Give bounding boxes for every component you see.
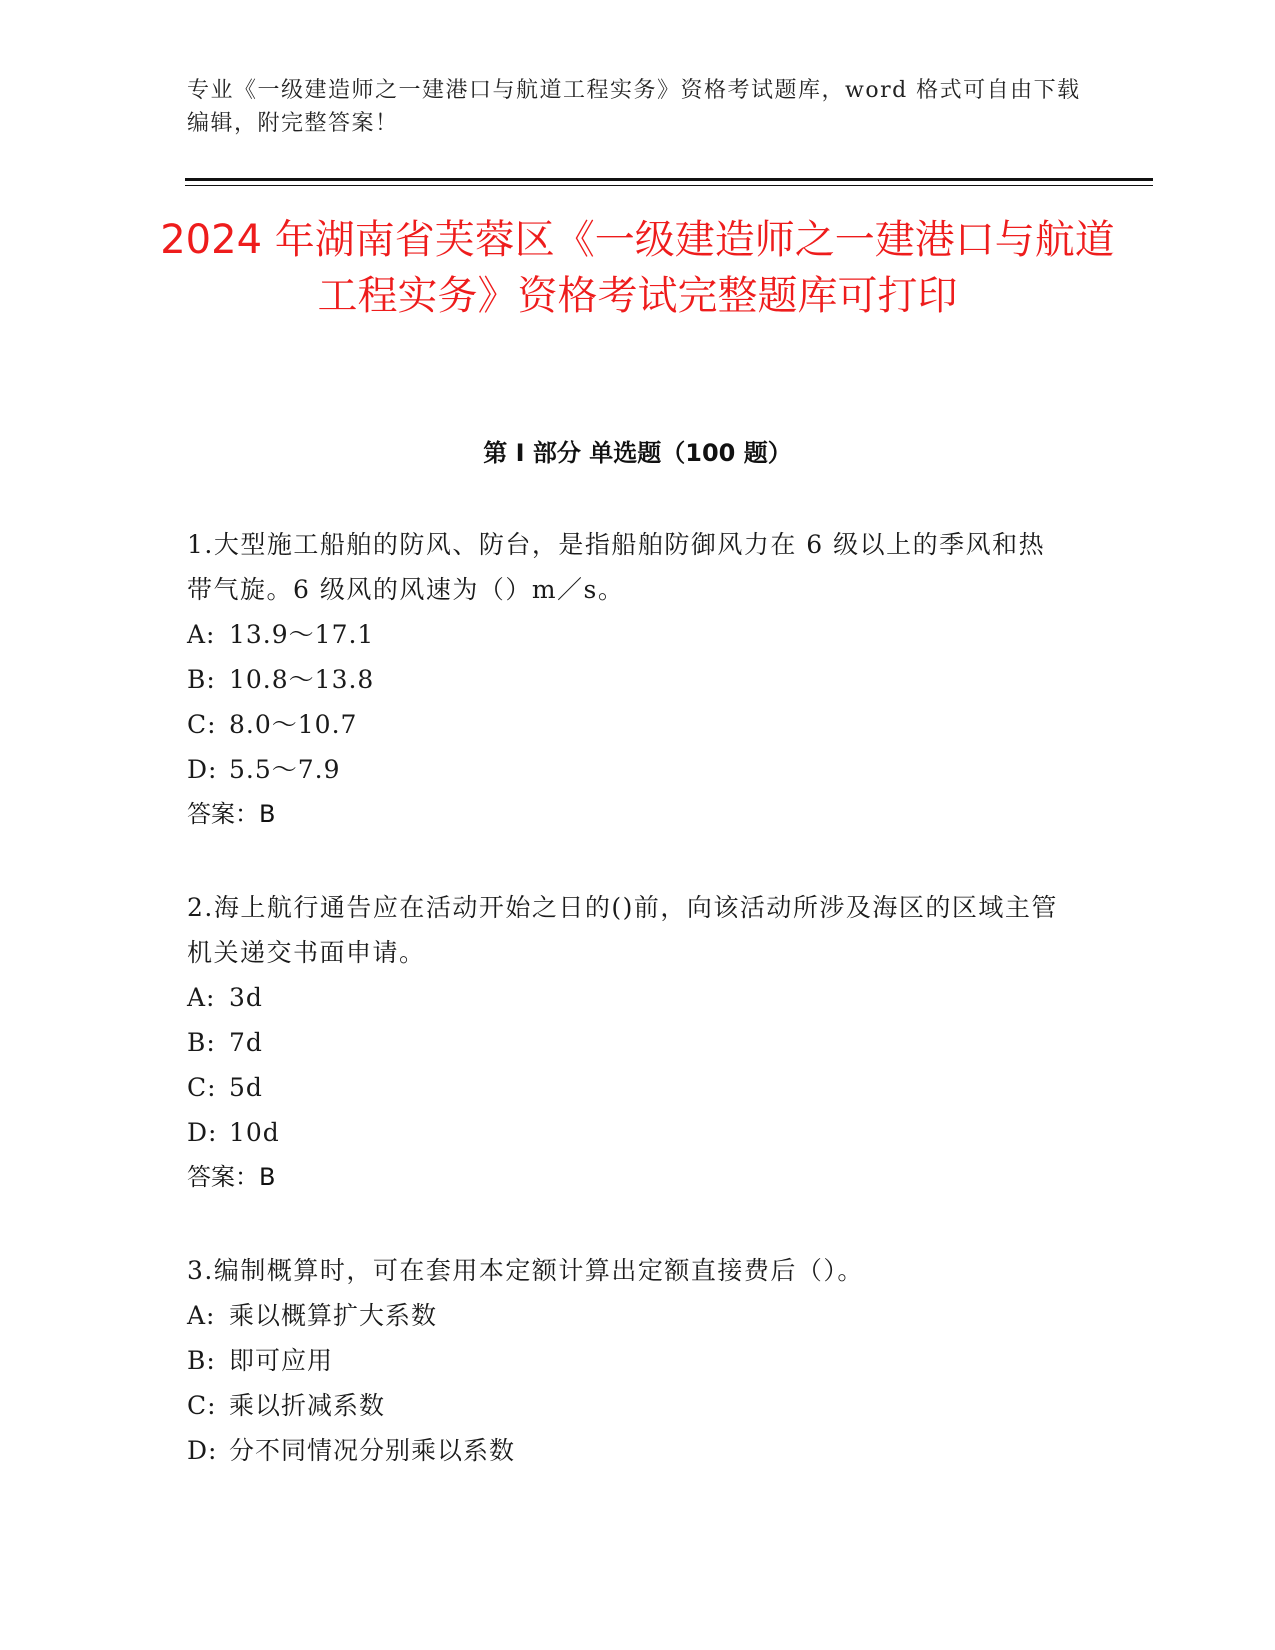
option-letter: B:: [187, 1346, 216, 1375]
question-stem: 1.大型施工船舶的防风、防台，是指船舶防御风力在 6 级以上的季风和热带气旋。6 级风的风速为（）m／s。: [187, 530, 1046, 604]
option-text: 即可应用: [229, 1346, 334, 1375]
header-divider-thin: [185, 185, 1153, 186]
option-text: 3d: [229, 983, 263, 1012]
option-text: 10d: [229, 1118, 280, 1147]
option-a: [187, 975, 1067, 1020]
document-title: 2024 年湖南省芙蓉区《一级建造师之一建港口与航道工程实务》资格考试完整题库可打印: [160, 217, 1115, 319]
option-letter: A:: [187, 1301, 216, 1330]
section-title: 第 I 部分 单选题（100 题）: [483, 439, 792, 467]
option-text: 乘以折减系数: [229, 1391, 386, 1420]
header-divider: [185, 178, 1153, 181]
option-a: [187, 612, 1067, 657]
option-text: 13.9～17.1: [229, 620, 375, 649]
option-letter: D:: [187, 755, 218, 784]
question-stem: 2.海上航行通告应在活动开始之日的()前，向该活动所涉及海区的区域主管机关递交书面申请。: [187, 893, 1058, 967]
option-c: [187, 1065, 1067, 1110]
option-letter: B:: [187, 665, 216, 694]
answer: 答案：B: [187, 800, 276, 828]
option-text: 8.0～10.7: [229, 710, 358, 739]
option-b: [187, 657, 1067, 702]
option-text: 分不同情况分别乘以系数: [229, 1436, 516, 1465]
option-letter: B:: [187, 1028, 216, 1057]
option-letter: C:: [187, 1073, 217, 1102]
option-letter: C:: [187, 710, 217, 739]
option-text: 10.8～13.8: [229, 665, 375, 694]
option-d: [187, 1110, 1067, 1155]
option-letter: D:: [187, 1436, 218, 1465]
option-c: [187, 1383, 1067, 1428]
question-1: [187, 522, 1067, 837]
option-d: [187, 1428, 1067, 1473]
option-letter: A:: [187, 983, 216, 1012]
question-3: [187, 1248, 1067, 1473]
option-letter: D:: [187, 1118, 218, 1147]
question-stem: 3.编制概算时，可在套用本定额计算出定额直接费后（）。: [187, 1256, 864, 1285]
option-letter: C:: [187, 1391, 217, 1420]
option-text: 乘以概算扩大系数: [229, 1301, 438, 1330]
option-letter: A:: [187, 620, 216, 649]
option-d: [187, 747, 1067, 792]
option-text: 5.5～7.9: [229, 755, 341, 784]
option-text: 7d: [229, 1028, 263, 1057]
option-text: 5d: [229, 1073, 263, 1102]
answer: 答案：B: [187, 1163, 276, 1191]
option-b: [187, 1020, 1067, 1065]
option-c: [187, 702, 1067, 747]
option-a: [187, 1293, 1067, 1338]
header-note: 专业《一级建造师之一建港口与航道工程实务》资格考试题库，word 格式可自由下载编辑，附完整答案！: [187, 78, 1081, 136]
question-2: [187, 885, 1067, 1200]
option-b: [187, 1338, 1067, 1383]
